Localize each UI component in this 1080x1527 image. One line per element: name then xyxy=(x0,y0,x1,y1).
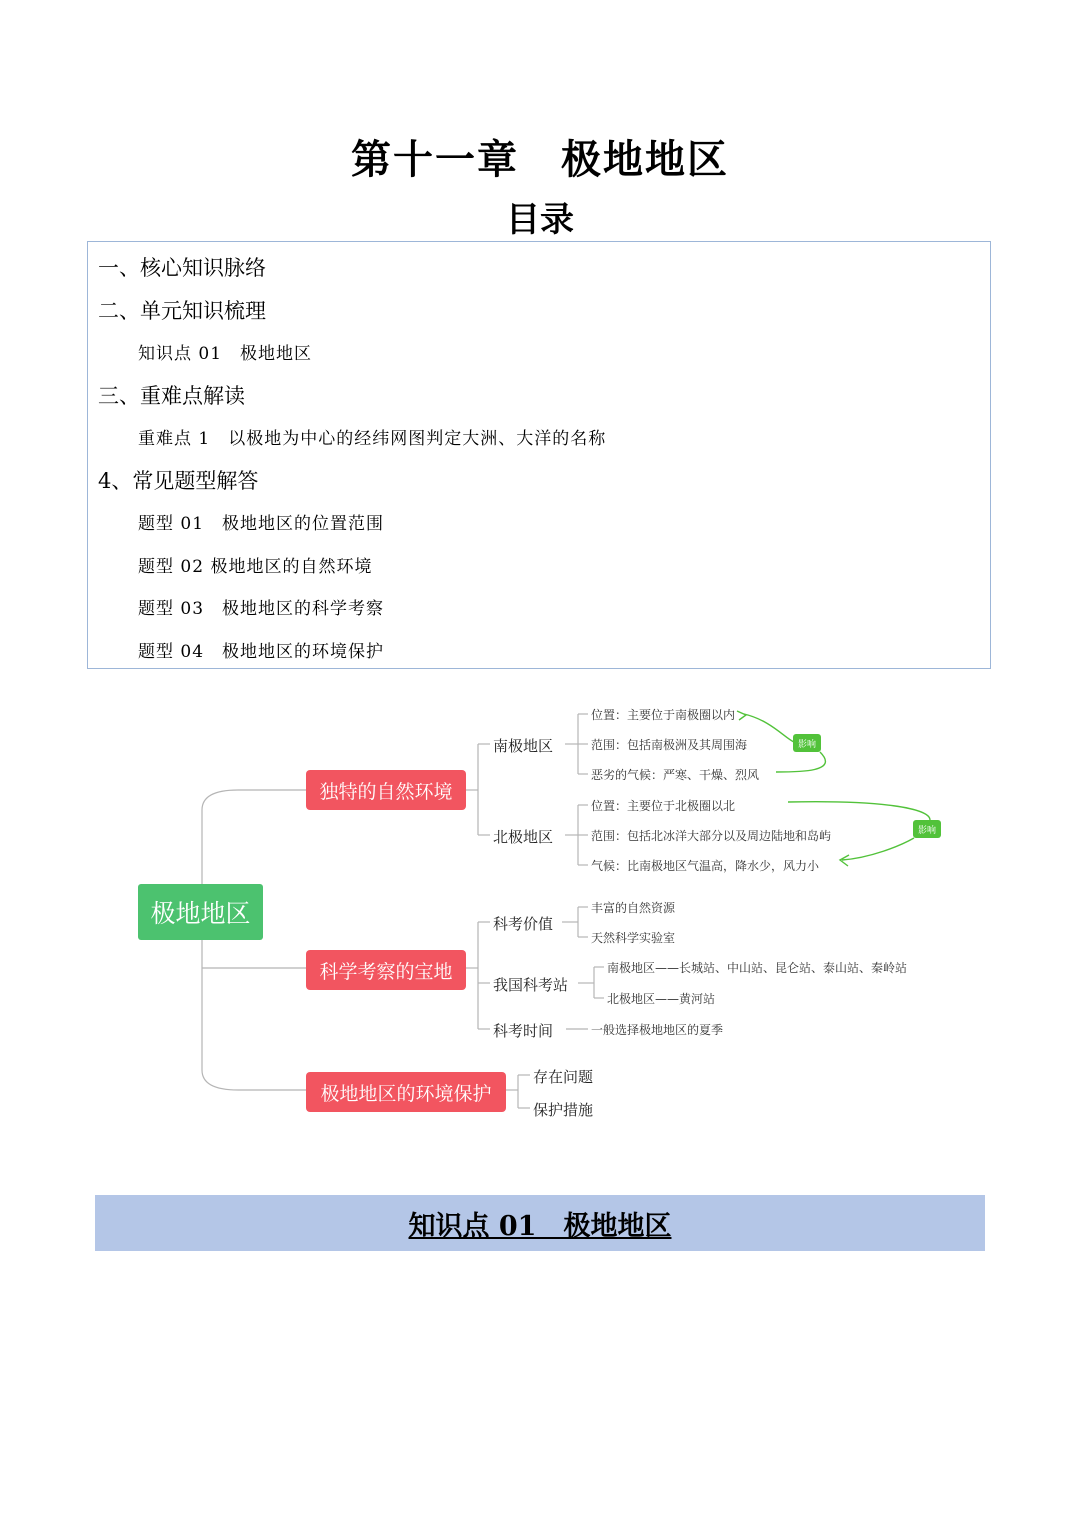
leaf-text: 丰富的自然资源 xyxy=(591,901,676,915)
page-title: 第十一章 极地地区 xyxy=(351,137,729,183)
table-of-contents xyxy=(87,241,991,669)
toc-item[interactable]: 4、常见题型解答 xyxy=(98,469,259,493)
node-research-value: 科考价值 xyxy=(493,915,554,933)
influence-tag: 影响 xyxy=(913,820,941,838)
mind-map-root: 极地地区 xyxy=(138,884,263,940)
node-antarctic: 南极地区 xyxy=(493,737,554,755)
toc-item[interactable]: 一、核心知识脉络 xyxy=(98,256,266,280)
node-arctic: 北极地区 xyxy=(493,828,554,846)
branch-natural-environment: 独特的自然环境 xyxy=(306,770,466,810)
toc-item[interactable]: 二、单元知识梳理 xyxy=(98,299,266,323)
leaf-text: 北极地区——黄河站 xyxy=(607,992,716,1006)
node-problems: 存在问题 xyxy=(533,1068,594,1086)
leaf-text: 南极地区——长城站、中山站、昆仑站、泰山站、秦岭站 xyxy=(607,961,908,975)
leaf-text: 范围：包括北冰洋大部分以及周边陆地和岛屿 xyxy=(591,829,832,843)
branch-environment-protection: 极地地区的环境保护 xyxy=(306,1072,506,1112)
branch-science-expedition: 科学考察的宝地 xyxy=(306,950,466,990)
node-research-time: 科考时间 xyxy=(493,1022,554,1040)
toc-subitem[interactable]: 题型 04 极地地区的环境保护 xyxy=(138,642,385,662)
toc-subitem[interactable]: 知识点 01 极地地区 xyxy=(138,344,313,364)
leaf-text: 位置：主要位于南极圈以内 xyxy=(591,708,736,722)
leaf-text: 一般选择极地地区的夏季 xyxy=(591,1023,724,1037)
section-banner xyxy=(95,1195,985,1251)
node-measures: 保护措施 xyxy=(533,1101,594,1119)
section-title: 知识点 01 极地地区 xyxy=(408,1210,672,1242)
leaf-text: 气候：比南极地区气温高，降水少，风力小 xyxy=(591,859,820,873)
toc-subitem[interactable]: 题型 01 极地地区的位置范围 xyxy=(138,514,385,534)
toc-subitem[interactable]: 重难点 1 以极地为中心的经纬网图判定大洲、大洋的名称 xyxy=(138,429,607,449)
toc-item[interactable]: 三、重难点解读 xyxy=(98,384,245,408)
influence-tag: 影响 xyxy=(793,734,821,752)
leaf-text: 位置：主要位于北极圈以北 xyxy=(591,799,736,813)
leaf-text: 恶劣的气候：严寒、干燥、烈风 xyxy=(591,768,760,782)
leaf-text: 范围：包括南极洲及其周围海 xyxy=(591,738,748,752)
node-research-stations: 我国科考站 xyxy=(493,976,569,994)
toc-subitem[interactable]: 题型 02 极地地区的自然环境 xyxy=(138,557,373,577)
toc-subitem[interactable]: 题型 03 极地地区的科学考察 xyxy=(138,599,385,619)
leaf-text: 天然科学实验室 xyxy=(591,931,676,945)
toc-heading: 目录 xyxy=(506,200,574,240)
